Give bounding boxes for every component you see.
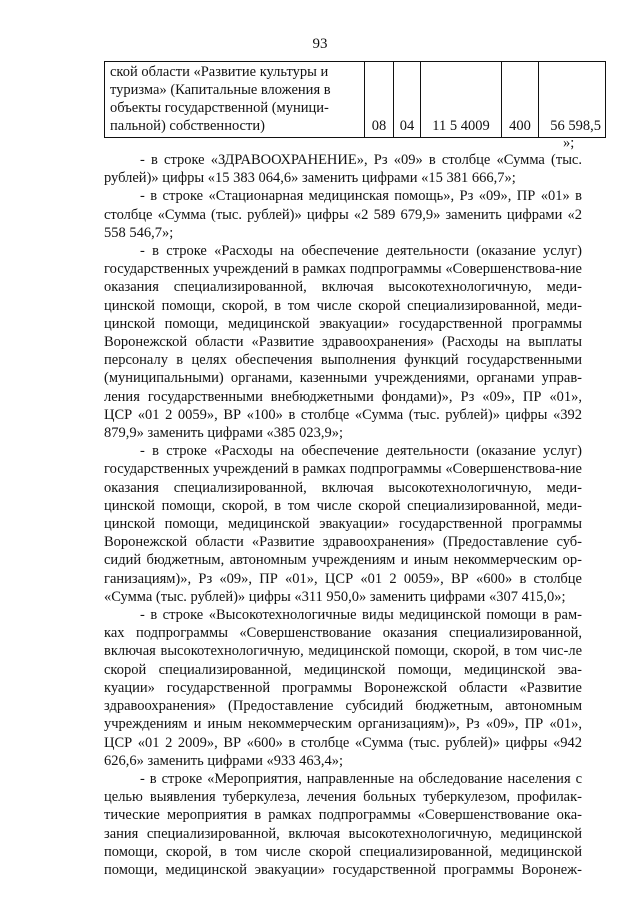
body-text: [104, 151, 582, 879]
csr-cell: 11 5 4009: [421, 62, 502, 138]
pr-cell: 04: [394, 62, 421, 138]
paragraph: - в строке «ЗДРАВООХРАНЕНИЕ», Рз «09» в столбце «Сумма (тыс. рублей)» цифры «15 383 064,6» заменить цифрами «15 381 666,7»;: [104, 152, 582, 187]
table-row: [105, 62, 606, 138]
row-description: ской области «Развитие культуры и туризма» (Капитальные вложения в объекты государственной (муници-пальной) собственности): [105, 62, 365, 138]
paragraph: - в строке «Высокотехнологичные виды медицинской помощи в рам-ках подпрограммы «Совершенствование оказания специализированной, включая высокотехнологичную, медицинской помощи, скорой, в том чис-ле скорой специализированной, медицинской помощи, медицинской эва-куации» государственной программы Воронежской области «Развитие здравоохранения» (Предоставление субсидий бюджетным, автономным учреждениям и иным некоммерческим организациям)», Рз «09», ПР «01», ЦСР «01 2 2009», ВР «600» в столбце «Сумма (тыс. рублей)» цифры «942 626,6» заменить цифрами «933 463,4»;: [104, 607, 582, 769]
table-closing-quote: »;: [563, 135, 575, 151]
paragraph: - в строке «Расходы на обеспечение деятельности (оказание услуг) государственных учреждений в рамках подпрограммы «Совершенствова-ние оказания специализированной, включая высокотехнологичную, меди-цинской помощи, скорой, в том числе скорой специализированной, меди-цинской помощи, медицинской эвакуации» государственной программы Воронежской области «Развитие здравоохранения» (Предоставление суб-сидий бюджетным, автономным учреждениям и иным некоммерческим ор-ганизациям)», Рз «09», ПР «01», ЦСР «01 2 0059», ВР «600» в столбце «Сумма (тыс. рублей)» цифры «311 950,0» заменить цифрами «307 415,0»;: [104, 443, 582, 605]
page-number: 93: [312, 36, 328, 52]
budget-table: [104, 61, 606, 138]
paragraph: - в строке «Стационарная медицинская помощь», Рз «09», ПР «01» в столбце «Сумма (тыс. рублей)» цифры «2 589 679,9» заменить цифрами «2 558 546,7»;: [104, 188, 582, 241]
paragraph: - в строке «Мероприятия, направленные на обследование населения с целью выявления туберкулеза, лечения больных туберкулезом, профилак-тические мероприятия в рамках подпрограммы «Совершенствование ока-зания специализированной, включая высокотехнологичную, медицинской помощи, скорой, в том числе скорой специализированной, медицинской помощи, медицинской эвакуации» государственной программы Воронеж-: [104, 770, 582, 878]
vr-cell: 400: [502, 62, 539, 138]
amount-cell: 56 598,5: [539, 62, 606, 138]
rz-cell: 08: [365, 62, 394, 138]
paragraph: - в строке «Расходы на обеспечение деятельности (оказание услуг) государственных учреждений в рамках подпрограммы «Совершенствова-ние оказания специализированной, включая высокотехнологичную, меди-цинской помощи, скорой, в том числе скорой специализированной, меди-цинской помощи, медицинской эвакуации» государственной программы Воронежской области «Развитие здравоохранения» (Расходы на выплаты персоналу в целях обеспечения выполнения функций государственными (муниципальными) органами, казенными учреждениями, органами управ-ления государственными внебюджетными фондами)», Рз «09», ПР «01», ЦСР «01 2 0059», ВР «100» в столбце «Сумма (тыс. рублей)» цифры «392 879,9» заменить цифрами «385 023,9»;: [104, 243, 582, 442]
